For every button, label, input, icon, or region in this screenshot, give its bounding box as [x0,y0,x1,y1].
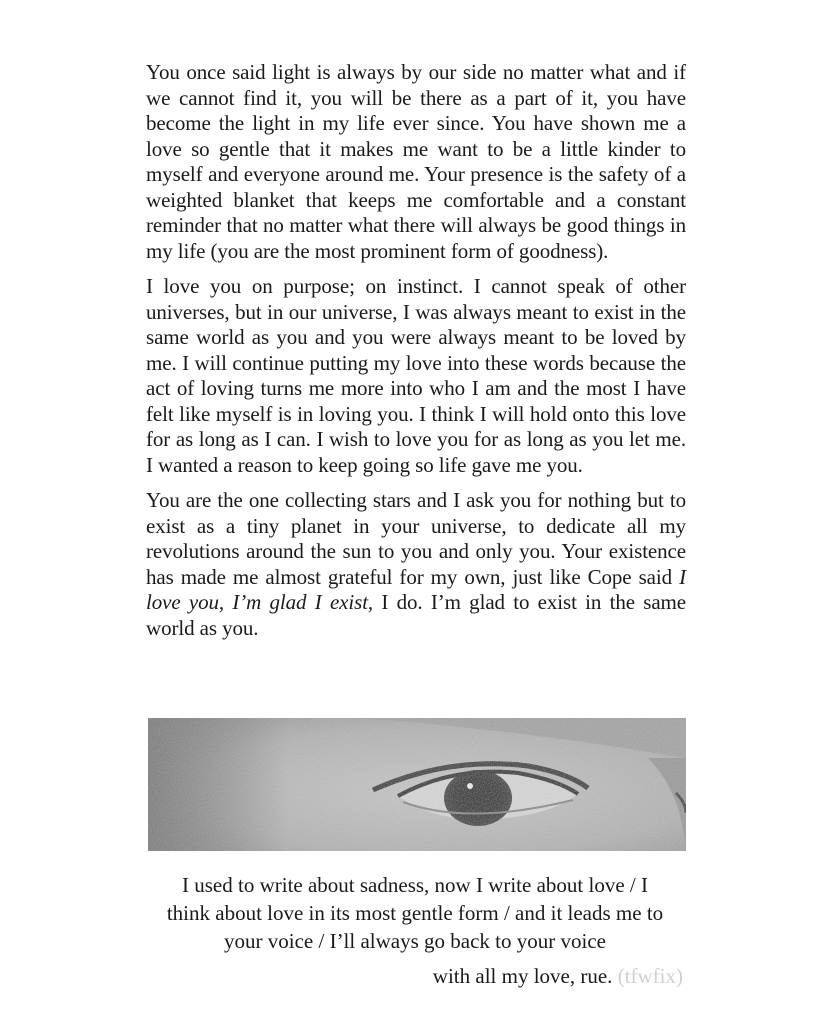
eye-photo [148,718,686,851]
letter-paragraph-1: You once said light is always by our side no matter what and if we cannot find it, you will be there as a part of it, you have become the light in my life ever since. You have shown me a love so gentle that it makes me want to be a little kinder to myself and everyone around me. Your presence is the safety of a weighted blanket that keeps me comfortable and a constant reminder that no matter what there will always be good things in my life (you are the most prominent form of goodness). [146,60,686,263]
watermark: (tfwfix) [617,964,683,988]
poem-line-3: your voice / I’ll always go back to your voice [224,929,606,953]
signoff [433,962,683,990]
letter-paragraph-3 [146,488,686,641]
letter-body [146,60,686,641]
paragraph-3-text-start: You are the one collecting stars and I ask you for nothing but to exist as a tiny planet in your universe, to dedicate all my revolutions around the sun to you and only you. Your existence has made me almost grateful for my own, just like Cope said [146,488,686,589]
eye-photo-illustration [148,718,686,851]
signoff-text: with all my love, rue. [432,964,613,988]
poem-line-1: I used to write about sadness, now I write about love / I [182,873,648,897]
letter-paragraph-2: I love you on purpose; on instinct. I cannot speak of other universes, but in our universe, I was always meant to exist in the same world as you and you were always meant to be loved by me. I will continue putting my love into these words because the act of loving turns me more into who I am and the most I have felt like myself is in loving you. I think I will hold onto this love for as long as I can. I wish to love you for as long as you let me. I wanted a reason to keep going so life gave me you. [146,274,686,477]
poem [140,871,690,955]
cope-quote: I love you, I’m glad I exist, [146,564,686,614]
paragraph-3-text-end: I do. I’m glad to exist in the same world as you. [146,590,686,640]
poem-line-2: think about love in its most gentle form / and it leads me to [166,901,664,925]
